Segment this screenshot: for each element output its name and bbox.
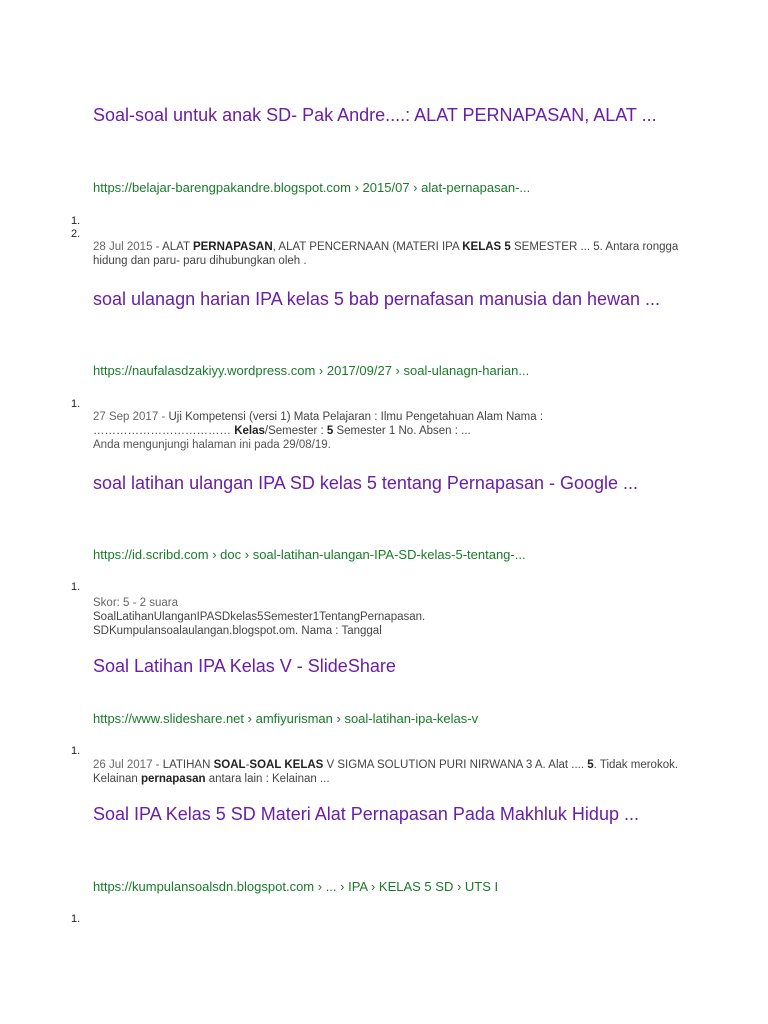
snippet-highlight: SOAL KELAS [249,759,324,771]
snippet-text: . Tidak merokok. Kelainan [93,759,679,785]
snippet-date: 27 Sep 2017 - [93,411,169,423]
snippet-highlight: PERNAPASAN [192,241,273,253]
result-url-path: › ... › IPA › KELAS 5 SD › UTS I [314,879,499,894]
result-snippet-1 [93,240,683,268]
snippet-date: 28 Jul 2015 - [93,241,163,253]
snippet-highlight: KELAS 5 [462,241,511,253]
result-snippet-3 [93,596,683,638]
list-number: 1. [71,215,81,227]
result-title-2[interactable]: soal ulanagn harian IPA kelas 5 bab pernafasan manusia dan hewan ... [93,289,661,309]
result-url-1[interactable] [93,180,713,196]
snippet-text: antara lain : Kelainan ... [205,773,330,785]
result-url-slug: soal-latihan-ipa-kelas-v [344,711,479,726]
snippet-text: , ALAT PENCERNAAN (MATERI IPA [272,241,463,253]
list-number: 2. [71,228,81,240]
result-title-5[interactable]: Soal IPA Kelas 5 SD Materi Alat Pernapasan Pada Makhluk Hidup ... [93,804,639,824]
snippet-text: /Semester : [264,425,327,437]
result-snippet-4 [93,758,683,786]
result-url-path: › doc › [208,547,253,562]
result-url-slug: soal-latihan-ulangan-IPA-SD-kelas-5-tentang-... [252,547,526,562]
rating-text: Skor: 5 - 2 suara [93,597,179,609]
result-url-2[interactable] [93,363,713,379]
result-url-path: › 2017/09/27 › [315,363,404,378]
result-url-4[interactable] [93,711,713,727]
result-url-domain: https://id.scribd.com [93,547,209,562]
snippet-date: 26 Jul 2017 - [93,759,163,771]
snippet-highlight: pernapasan [140,773,206,785]
snippet-text: SEMESTER ... 5. Antara rongga hidung dan paru- paru dihubungkan oleh . [93,241,679,267]
result-title-3[interactable]: soal latihan ulangan IPA SD kelas 5 tentang Pernapasan - Google ... [93,473,639,493]
result-title-4[interactable]: Soal Latihan IPA Kelas V - SlideShare [93,656,396,676]
snippet-text: LATIHAN [162,759,214,771]
result-url-domain: https://belajar-barengpakandre.blogspot.com [93,180,351,195]
list-number: 1. [71,581,81,593]
result-url-domain: https://naufalasdzakiyy.wordpress.com [93,363,316,378]
result-url-3[interactable] [93,547,713,563]
result-url-5[interactable] [93,879,713,895]
snippet-text: Semester 1 No. Absen : ... [333,425,471,437]
result-url-path: › 2015/07 › [351,180,422,195]
snippet-text: - [245,759,250,771]
snippet-highlight: SOAL [213,759,246,771]
result-url-domain: https://kumpulansoalsdn.blogspot.com [93,879,315,894]
list-number: 1. [71,745,81,757]
snippet-highlight: 5 [587,759,594,771]
snippet-highlight: 5 [326,425,334,437]
snippet-text: SoalLatihanUlanganIPASDkelas5Semester1TentangPernapasan. [93,611,426,623]
list-number: 1. [71,398,81,410]
result-title-1[interactable]: Soal-soal untuk anak SD- Pak Andre....: ALAT PERNAPASAN, ALAT ... [93,105,657,125]
result-url-slug: alat-pernapasan-... [421,180,531,195]
result-url-domain: https://www.slideshare.net [93,711,245,726]
result-url-path: › amfiyurisman › [244,711,345,726]
snippet-highlight: Kelas [234,425,265,437]
snippet-text: V SIGMA SOLUTION PURI NIRWANA 3 A. Alat .... [323,759,588,771]
visited-note: Anda mengunjungi halaman ini pada 29/08/19. [93,439,331,451]
result-url-slug: soal-ulanagn-harian... [403,363,530,378]
result-snippet-2 [93,410,683,452]
snippet-text: ALAT [162,241,193,253]
list-number: 1. [71,913,81,925]
snippet-text: Uji Kompetensi (versi 1) Mata Pelajaran : Ilmu Pengetahuan Alam Nama : ……………………………… [93,411,544,437]
snippet-text: SDKumpulansoalaulangan.blogspot.om. Nama : Tanggal [93,625,382,637]
